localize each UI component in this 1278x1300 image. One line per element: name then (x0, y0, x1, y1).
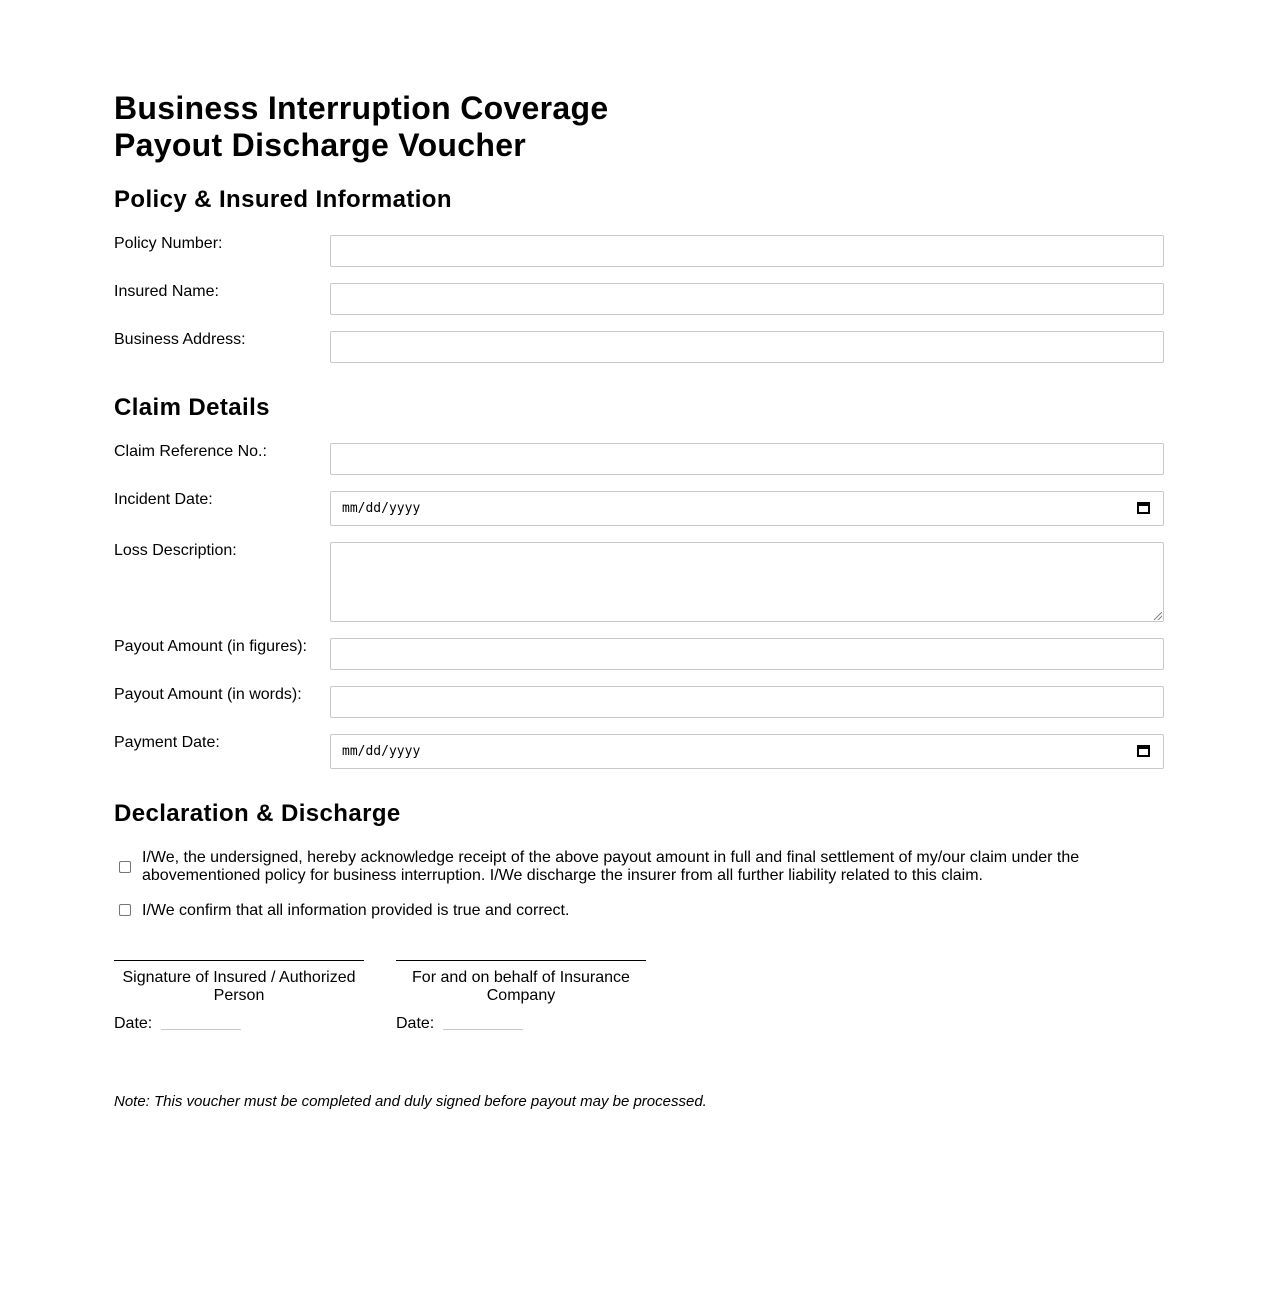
payout-words-input[interactable] (330, 686, 1164, 718)
signature-line (396, 960, 646, 961)
caption-line-2: Company (486, 987, 556, 1004)
section-heading-claim: Claim Details (114, 394, 270, 421)
incident-date-input[interactable] (330, 491, 1164, 526)
incident-date-label: Incident Date: (114, 491, 213, 508)
acknowledge-text-line-2: abovementioned policy for business interruption. I/We discharge the insurer from all further liability related to this claim. (142, 867, 983, 884)
insurer-signature-block (396, 960, 646, 1033)
confirm-checkbox[interactable] (119, 904, 131, 916)
insured-signature-caption (114, 969, 364, 1005)
claim-reference-input[interactable] (330, 443, 1164, 475)
section-heading-declaration: Declaration & Discharge (114, 800, 401, 827)
insurer-signature-caption (396, 969, 646, 1005)
loss-description-label: Loss Description: (114, 542, 237, 559)
date-blank-line (161, 1029, 241, 1030)
footer-note: Note: This voucher must be completed and duly signed before payout may be processed. (114, 1093, 707, 1110)
title-line-2: Payout Discharge Voucher (114, 127, 527, 163)
calendar-icon[interactable] (1137, 502, 1150, 514)
caption-line-1: For and on behalf of Insurance (412, 969, 630, 986)
payout-figures-input[interactable] (330, 638, 1164, 670)
page-title (114, 90, 608, 164)
confirm-text: I/We confirm that all information provided is true and correct. (142, 902, 570, 919)
payment-date-input[interactable] (330, 734, 1164, 769)
section-heading-policy: Policy & Insured Information (114, 186, 452, 213)
payment-date-label: Payment Date: (114, 734, 220, 751)
caption-line-2: Person (213, 987, 265, 1004)
date-label: Date: (114, 1015, 153, 1032)
insured-name-label: Insured Name: (114, 283, 219, 300)
acknowledge-checkbox[interactable] (119, 861, 131, 873)
caption-line-1: Signature of Insured / Authorized (122, 969, 356, 986)
date-label: Date: (396, 1015, 435, 1032)
insured-signature-block (114, 960, 364, 1033)
signature-line (114, 960, 364, 961)
payment-date-placeholder: mm/dd/yyyy (342, 744, 421, 759)
policy-number-label: Policy Number: (114, 235, 223, 252)
acknowledge-text (142, 849, 1142, 885)
insurer-date-row (396, 1015, 646, 1033)
insured-name-input[interactable] (330, 283, 1164, 315)
payout-figures-label: Payout Amount (in figures): (114, 638, 307, 655)
policy-number-input[interactable] (330, 235, 1164, 267)
date-blank-line (443, 1029, 523, 1030)
payout-words-label: Payout Amount (in words): (114, 686, 302, 703)
resize-handle-icon[interactable] (1154, 612, 1162, 620)
incident-date-placeholder: mm/dd/yyyy (342, 501, 421, 516)
title-line-1: Business Interruption Coverage (114, 90, 609, 126)
acknowledge-text-line-1: I/We, the undersigned, hereby acknowledge receipt of the above payout amount in full and final settlement of my/our claim under the (142, 849, 1080, 866)
claim-reference-label: Claim Reference No.: (114, 443, 267, 460)
business-address-label: Business Address: (114, 331, 246, 348)
loss-description-textarea[interactable] (330, 542, 1164, 622)
insured-date-row (114, 1015, 364, 1033)
calendar-icon[interactable] (1137, 745, 1150, 757)
business-address-input[interactable] (330, 331, 1164, 363)
